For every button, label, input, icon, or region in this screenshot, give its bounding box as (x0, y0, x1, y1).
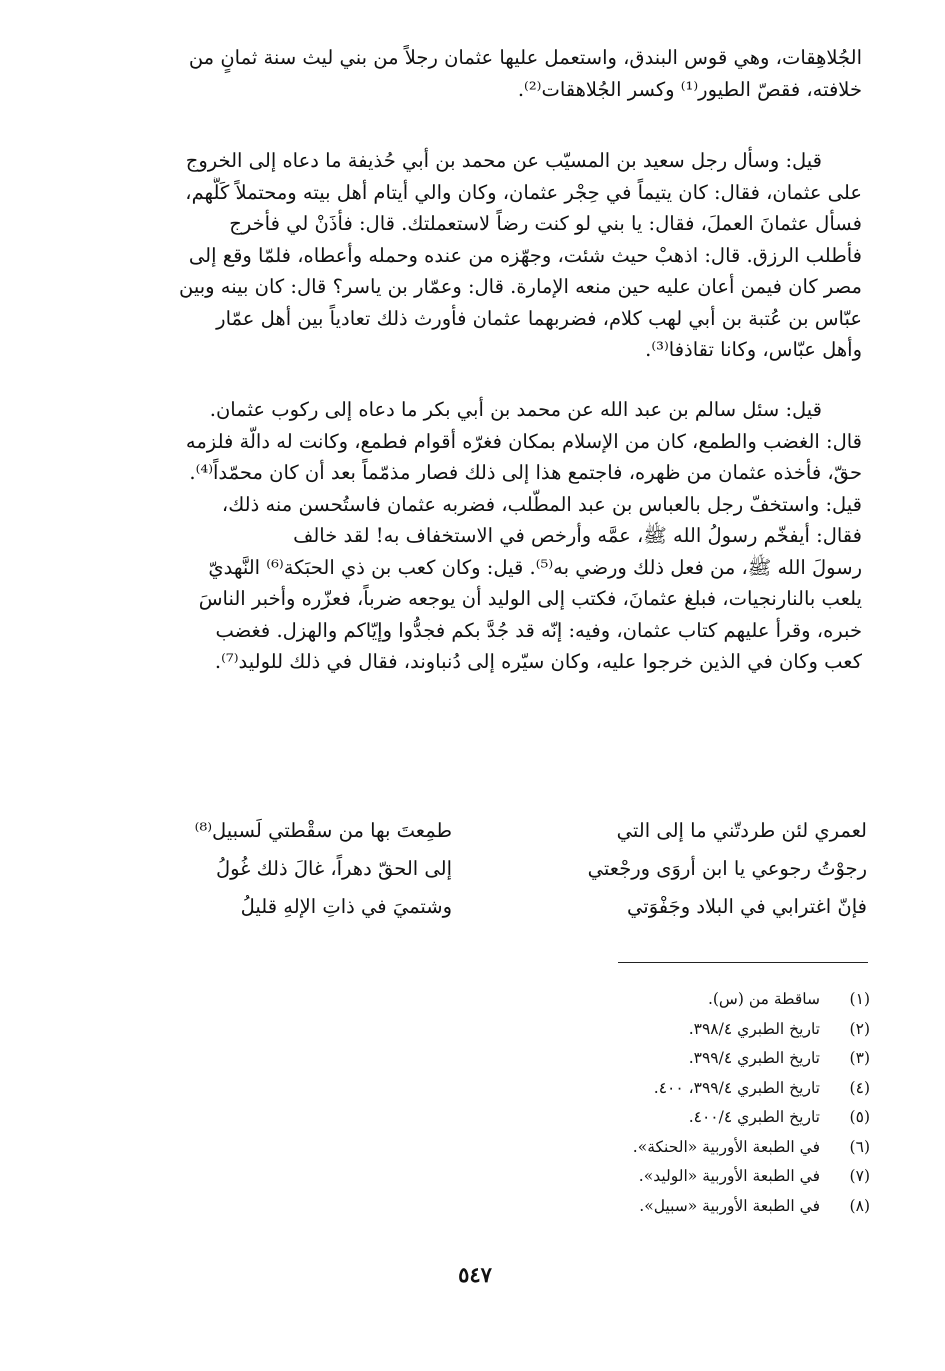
footnote-number: (٣) (849, 1049, 870, 1067)
footnote-text: تاريخ الطبري ٣٩٩/٤، ٤٠٠. (653, 1078, 820, 1097)
text-line: خلافته، فقصّ الطيور⁽¹⁾ وكسر الجُلاهقات⁽²⁾. (517, 77, 862, 101)
paragraph-3 (92, 394, 862, 678)
footnote (560, 985, 870, 1015)
footnote (560, 1044, 870, 1074)
text-line: الجُلاهِقات، وهي قوس البندق، واستعمل عليها عثمان رجلاً من بني ليث سنة ثمانٍ من (188, 46, 862, 69)
poem-first-hemistich: رجوْتُ رجوعي يا ابن أروَى ورجْعتي (587, 857, 867, 880)
footnote (560, 1074, 870, 1104)
text-line: خبره، وقرأ عليهم كتاب عثمان، وفيه: إنّه قد جُدَّ بكم فجدُّوا وإيّاكم والهزل. فغضب (215, 618, 862, 642)
footnote-text: تاريخ الطبري ٣٩٨/٤. (688, 1019, 820, 1038)
footnote-number: (٤) (849, 1078, 870, 1097)
text-line: فأطلب الرزق. قال: اذهبْ حيث شئت، وجهّزه من عنده وحمله وأعطاه، فلمّا وقع إلى (188, 243, 862, 267)
text-line: يلعب بالنارنجيات، فبلغ عثمانَ، فكتب إلى الوليد أن يوجعه ضرباً، فعزّره وأخبر الناسَ (198, 587, 862, 610)
footnote-number: (٦) (849, 1137, 870, 1156)
text-line: على عثمان، فقال: كان يتيماً في حِجْر عثمان، وكان والي أيتام أهل بيته ومحتملاً كَلَّهم، (185, 180, 862, 204)
footnote (560, 1103, 870, 1133)
text-line: مصر كان فيمن أعان عليه حين منعه الإمارة. قال: وعمّار بن ياسر؟ قال: كان بينه وبين (179, 275, 862, 298)
footnote-number: (٨) (849, 1196, 870, 1215)
footnote (560, 1162, 870, 1192)
text-line: قيل: وسأل رجل سعيد بن المسيّب عن محمد بن أبي حُذيفة ما دعاه إلى الخروج (185, 149, 822, 172)
footnotes (560, 985, 870, 1221)
text-line: عبّاس بن عُتبة بن أبي لهب كلام، فضربهما عثمان فأورث ذلك تعادياً بين أهل عمّار (216, 306, 862, 330)
text-line: وأهل عبّاس، وكانا تقاذفا⁽³⁾. (645, 338, 862, 361)
footnote-text: في الطبعة الأوربية «الحنكة». (632, 1137, 820, 1156)
footnote-text: في الطبعة الأوربية «سبيل». (639, 1196, 820, 1215)
page-number: ٥٤٧ (458, 1262, 492, 1287)
poem-second-hemistich: إلى الحقّ دهراً، غالَ ذلك غُولُ (215, 857, 452, 880)
paragraph-2 (92, 145, 862, 366)
text-line: فقال: أيفخّم رسولُ الله ﷺ، عمَّه وأرخص في الاستخفاف به! لقد خالف (293, 524, 862, 547)
footnote (560, 1133, 870, 1163)
poem-second-hemistich: طمِعتَ بها من سقْطتي لَسبيل⁽⁸⁾ (194, 819, 452, 842)
poem-verse (92, 888, 867, 926)
text-line: حقّ، فأخذه عثمان من ظهره، فاجتمع هذا إلى ذلك فصار مذمّماً بعد أن كان محمّداً⁽⁴⁾. (189, 461, 862, 484)
poem-first-hemistich: فإنّ اغترابي في البلاد وجَفْوَتي (627, 895, 867, 918)
poem-verse (92, 812, 867, 850)
footnote-text: تاريخ الطبري ٤٠٠/٤. (688, 1108, 820, 1126)
text-line: فسأل عثمانَ العملَ، فقال: يا بني لو كنت رضاً لاستعملتك. قال: فأذَنْ لي فأخرج (229, 212, 862, 235)
footnote-number: (٧) (849, 1167, 870, 1185)
footnote-text: ساقطة من (س). (707, 990, 820, 1008)
poem-first-hemistich: لعمري لئن طردتّني ما إلى التي (616, 819, 867, 842)
footnote (560, 1192, 870, 1222)
text-line: قال: الغضب والطمع، كان من الإسلام بمكان فغرّه أقوام فطمع، وكانت له دالّة فلزمه (185, 429, 862, 453)
text-line: كعب وكان في الذين خرجوا عليه، وكان سيّره إلى دُنباوند، فقال في ذلك للوليد⁽⁷⁾. (214, 650, 862, 673)
footnote-number: (٥) (849, 1108, 870, 1126)
footnote (560, 1015, 870, 1045)
footnote-text: في الطبعة الأوربية «الوليد». (638, 1167, 820, 1185)
footnote-number: (٢) (849, 1019, 870, 1038)
text-line: قيل: سئل سالم بن عبد الله عن محمد بن أبي بكر ما دعاه إلى ركوب عثمان. (209, 398, 822, 421)
poem-second-hemistich: وشتميَ في ذاتِ الإلهِ قليلُ (240, 895, 452, 918)
text-line: رسولَ الله ﷺ، من فعل ذلك ورضي به⁽⁵⁾. قيل: وكان كعب بن ذي الحبَكة⁽⁶⁾ النَّهديّ (208, 555, 862, 579)
footnote-separator (618, 962, 868, 963)
poem-verse (92, 850, 867, 888)
text-line: قيل: واستخفّ رجل بالعباس بن عبد المطّلب، فضربه عثمان فاستُحسن منه ذلك، (221, 492, 862, 516)
footnote-text: تاريخ الطبري ٣٩٩/٤. (688, 1049, 820, 1067)
paragraph-1 (92, 42, 862, 105)
footnote-number: (١) (849, 990, 870, 1008)
poem (92, 812, 867, 926)
